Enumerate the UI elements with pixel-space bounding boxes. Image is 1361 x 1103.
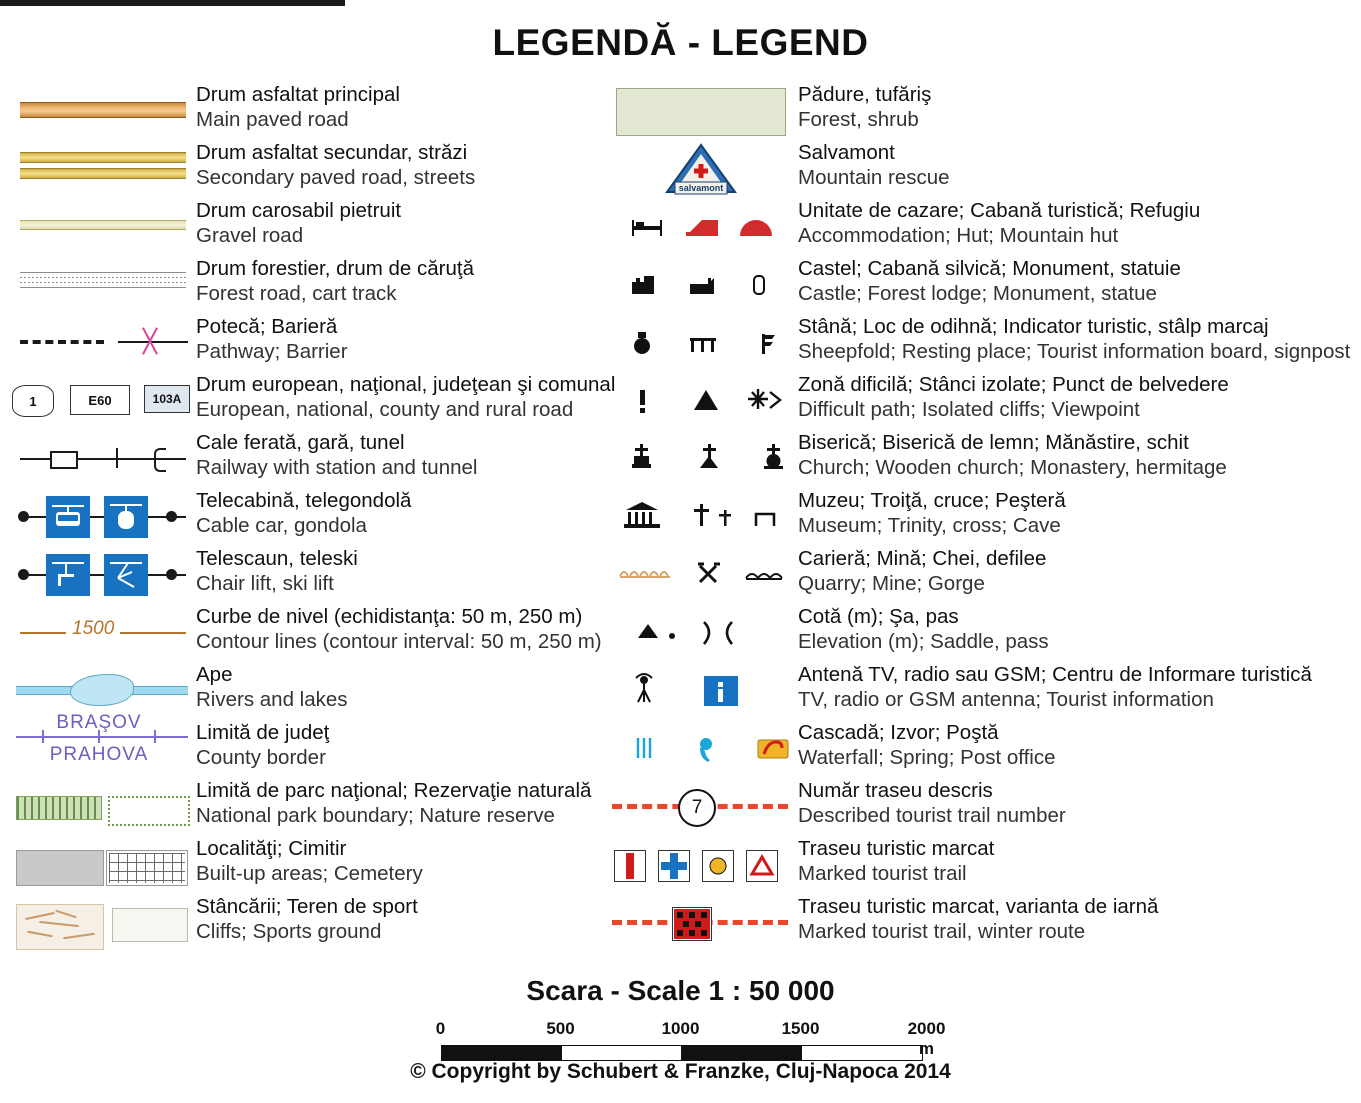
gravel-road-symbol	[8, 198, 190, 256]
legend-label-en: Gravel road	[196, 224, 304, 247]
legend-item	[612, 662, 1357, 720]
legend-label-en: Forest, shrub	[798, 108, 919, 131]
legend-item	[8, 314, 608, 372]
barrier-icon	[136, 326, 164, 356]
legend-label-ro: Cotă (m); Şa, pas	[798, 605, 959, 628]
quarry-icon	[620, 572, 670, 577]
legend-item	[8, 256, 608, 314]
legend-label-en: Waterfall; Spring; Post office	[798, 746, 1056, 769]
viewpoint-icon	[748, 389, 780, 409]
shield-european: 1	[12, 385, 54, 417]
legend-right-column	[612, 82, 1357, 952]
cave-icon	[756, 514, 774, 526]
trinity-cross-icon	[694, 504, 731, 526]
legend-label-ro: Carieră; Mină; Chei, defilee	[798, 547, 1047, 570]
legend-label-en: Marked tourist trail, winter route	[798, 920, 1086, 943]
winter-route-mark	[672, 907, 712, 941]
cable-car-symbol	[8, 488, 190, 546]
legend-label-en: Cliffs; Sports ground	[196, 920, 382, 943]
legend-item	[612, 198, 1357, 256]
legend-item	[8, 604, 608, 662]
sheepfold-resting-signpost-symbol	[612, 314, 792, 372]
legend-item	[8, 372, 616, 430]
monument-icon	[754, 276, 764, 294]
legend-item	[8, 488, 608, 546]
park-boundary-symbol	[8, 778, 190, 836]
waterfall-icon	[638, 738, 650, 758]
legend-label-ro: Drum forestier, drum de căruţă	[196, 257, 474, 280]
legend-item	[8, 546, 608, 604]
legend-label-en: Contour lines (contour interval: 50 m, 250 m)	[196, 630, 602, 653]
legend-label-en: Church; Wooden church; Monastery, hermitage	[798, 456, 1227, 479]
road-shields-symbol	[8, 372, 190, 430]
railway-symbol	[8, 430, 190, 488]
wooden-church-icon	[700, 444, 718, 468]
legend-item	[612, 314, 1357, 372]
legend-label-en: Rivers and lakes	[196, 688, 348, 711]
trail-mark-triangle	[746, 850, 778, 882]
scale-title: Scara - Scale 1 : 50 000	[526, 975, 835, 1006]
contour-label: 1500	[66, 618, 120, 640]
legend-label-en: TV, radio or GSM antenna; Tourist information	[798, 688, 1214, 711]
isolated-cliffs-icon	[694, 390, 718, 410]
legend-item	[8, 430, 608, 488]
trail-mark-cross	[658, 850, 690, 882]
county-border-symbol	[8, 712, 190, 778]
shield-national: E60	[70, 385, 130, 415]
chair-lift-symbol	[8, 546, 190, 604]
legend-label-en: Built-up areas; Cemetery	[196, 862, 423, 885]
legend-label-en: Quarry; Mine; Gorge	[798, 572, 985, 595]
church-icon	[632, 444, 651, 468]
quarry-mine-gorge-symbol	[612, 546, 792, 604]
legend-label-en: European, national, county and rural road	[196, 398, 574, 421]
builtup-cemetery-symbol	[8, 836, 190, 894]
forest-lodge-icon	[690, 278, 714, 294]
legend-label-ro: Drum european, naţional, judeţean şi comunal	[196, 373, 616, 396]
legend-label-en: Chair lift, ski lift	[196, 572, 334, 595]
legend-item	[612, 430, 1357, 488]
post-office-icon	[758, 740, 788, 758]
legend-item	[612, 488, 1357, 546]
legend-label-en: Main paved road	[196, 108, 349, 131]
legend-label-en: Elevation (m); Saddle, pass	[798, 630, 1049, 653]
antenna-icon	[636, 674, 652, 702]
legend-label-en: Sheepfold; Resting place; Tourist information board, signpost	[798, 340, 1351, 363]
legend-label-ro: Castel; Cabană silvică; Monument, statuie	[798, 257, 1181, 280]
elevation-icon	[638, 624, 675, 639]
shield-county: 103A	[144, 385, 190, 413]
antenna-info-symbol	[612, 662, 792, 720]
legend-label-ro: Potecă; Barieră	[196, 315, 338, 338]
legend-item	[8, 140, 608, 198]
legend-label-ro: Salvamont	[798, 141, 895, 164]
legend-label-ro: Traseu turistic marcat, varianta de iarnă	[798, 895, 1159, 918]
legend-item	[612, 836, 1357, 894]
legend-label-en: Castle; Forest lodge; Monument, statue	[798, 282, 1157, 305]
scale-tick: 1500	[781, 1019, 820, 1038]
legend-label-en: Cable car, gondola	[196, 514, 367, 537]
forest-area-symbol	[612, 82, 792, 140]
svg-text:salvamont: salvamont	[678, 183, 724, 193]
marked-trail-winter-symbol	[612, 894, 792, 952]
mine-icon	[698, 564, 720, 582]
legend-label-ro: Localităţi; Cimitir	[196, 837, 347, 860]
elevation-saddle-symbol	[612, 604, 792, 662]
legend-label-en: Described tourist trail number	[798, 804, 1066, 827]
legend-label-en: Marked tourist trail	[798, 862, 967, 885]
trail-mark-stripe	[614, 850, 646, 882]
legend-label-ro: Limită de parc naţional; Rezervaţie naturală	[196, 779, 592, 802]
legend-label-ro: Drum asfaltat principal	[196, 83, 400, 106]
legend-item	[612, 894, 1357, 952]
tourist-information-icon	[704, 676, 738, 706]
legend-label-en: Accommodation; Hut; Mountain hut	[798, 224, 1119, 247]
legend-label-ro: Biserică; Biserică de lemn; Mănăstire, schit	[798, 431, 1189, 454]
legend-label-ro: Drum carosabil pietruit	[196, 199, 402, 222]
legend-item	[612, 720, 1357, 778]
legend-item	[612, 140, 1357, 198]
legend-label-ro: Limită de judeţ	[196, 721, 330, 744]
contour-lines-symbol	[8, 604, 190, 662]
difficult-cliffs-viewpoint-symbol	[612, 372, 792, 430]
museum-icon	[624, 502, 660, 528]
legend-label-ro: Traseu turistic marcat	[798, 837, 995, 860]
scale-section	[0, 975, 1361, 1067]
legend-label-ro: Muzeu; Troiţă, cruce; Peşteră	[798, 489, 1066, 512]
legend-label-en: Pathway; Barrier	[196, 340, 348, 363]
legend-label-ro: Număr traseu descris	[798, 779, 993, 802]
legend-item	[612, 82, 1357, 140]
legend-label-ro: Stâncării; Teren de sport	[196, 895, 418, 918]
scale-tick: 2000 m	[907, 1019, 946, 1058]
legend-label-ro: Stână; Loc de odihnă; Indicator turistic, stâlp marcaj	[798, 315, 1269, 338]
church-wooden-monastery-symbol	[612, 430, 792, 488]
page-title: LEGENDĂ - LEGEND	[492, 22, 869, 63]
legend-label-ro: Telescaun, teleski	[196, 547, 358, 570]
waterfall-spring-post-symbol	[612, 720, 792, 778]
legend-label-en: Railway with station and tunnel	[196, 456, 478, 479]
legend-item	[612, 546, 1357, 604]
saddle-pass-icon	[704, 622, 732, 644]
legend-item	[8, 198, 608, 256]
pathway-barrier-symbol	[8, 314, 190, 372]
legend-label-ro: Zonă dificilă; Stânci izolate; Punct de belvedere	[798, 373, 1229, 396]
monastery-icon	[764, 444, 783, 469]
mountain-hut-icon	[740, 220, 772, 236]
castle-lodge-monument-symbol	[612, 256, 792, 314]
top-black-bar	[0, 0, 345, 6]
accommodation-hut-refuge-symbol	[612, 198, 792, 256]
legend-label-ro: Cascadă; Izvor; Poştă	[798, 721, 999, 744]
legend-label-en: National park boundary; Nature reserve	[196, 804, 555, 827]
scale-tick: 1000	[661, 1019, 700, 1038]
legend-label-en: Secondary paved road, streets	[196, 166, 476, 189]
legend-label-ro: Ape	[196, 663, 233, 686]
spring-icon	[700, 738, 712, 762]
secondary-paved-road-symbol	[8, 140, 190, 198]
legend-label-ro: Antenă TV, radio sau GSM; Centru de Informare turistică	[798, 663, 1312, 686]
cliffs-sports-symbol	[8, 894, 190, 952]
legend-left-column	[8, 82, 616, 952]
legend-item	[8, 894, 608, 952]
legend-item	[612, 604, 1357, 662]
sheepfold-icon	[634, 332, 650, 354]
marked-trail-symbol	[612, 836, 792, 894]
signpost-icon	[762, 334, 775, 354]
salvamont-symbol	[612, 140, 792, 198]
county-name-prahova: PRAHOVA	[49, 744, 149, 765]
difficult-path-icon	[640, 390, 645, 413]
trail-number-symbol	[612, 778, 792, 836]
legend-item	[8, 82, 608, 140]
resting-place-icon	[690, 338, 716, 352]
legend-label-en: Forest road, cart track	[196, 282, 397, 305]
museum-cross-cave-symbol	[612, 488, 792, 546]
castle-icon	[632, 276, 654, 294]
copyright-notice: © Copyright by Schubert & Franzke, Cluj-Napoca 2014	[410, 1060, 951, 1083]
main-paved-road-symbol	[8, 82, 190, 140]
legend-label-ro: Pădure, tufăriş	[798, 83, 932, 106]
legend-item	[8, 836, 608, 894]
trail-mark-dot	[702, 850, 734, 882]
legend-label-ro: Unitate de cazare; Cabană turistică; Refugiu	[798, 199, 1201, 222]
bed-icon	[632, 220, 662, 236]
legend-item	[612, 372, 1357, 430]
scale-tick: 0	[435, 1019, 446, 1038]
legend-label-ro: Cale ferată, gară, tunel	[196, 431, 405, 454]
legend-label-en: County border	[196, 746, 326, 769]
legend-item	[612, 778, 1357, 836]
legend-label-en: Museum; Trinity, cross; Cave	[798, 514, 1061, 537]
legend-label-ro: Telecabină, telegondolă	[196, 489, 412, 512]
legend-item	[8, 778, 608, 836]
legend-item	[8, 712, 608, 778]
legend-label-ro: Curbe de nivel (echidistanţa: 50 m, 250 m)	[196, 605, 583, 628]
legend-item	[612, 256, 1357, 314]
scale-tick: 500	[546, 1019, 575, 1038]
legend-label-en: Mountain rescue	[798, 166, 950, 189]
gorge-icon	[746, 574, 782, 579]
forest-road-symbol	[8, 256, 190, 314]
legend-label-ro: Drum asfaltat secundar, străzi	[196, 141, 468, 164]
trail-number-label: 7	[678, 789, 716, 827]
legend-label-en: Difficult path; Isolated cliffs; Viewpoint	[798, 398, 1140, 421]
hut-icon	[686, 220, 718, 236]
county-name-brasov: BRAŞOV	[56, 712, 142, 733]
